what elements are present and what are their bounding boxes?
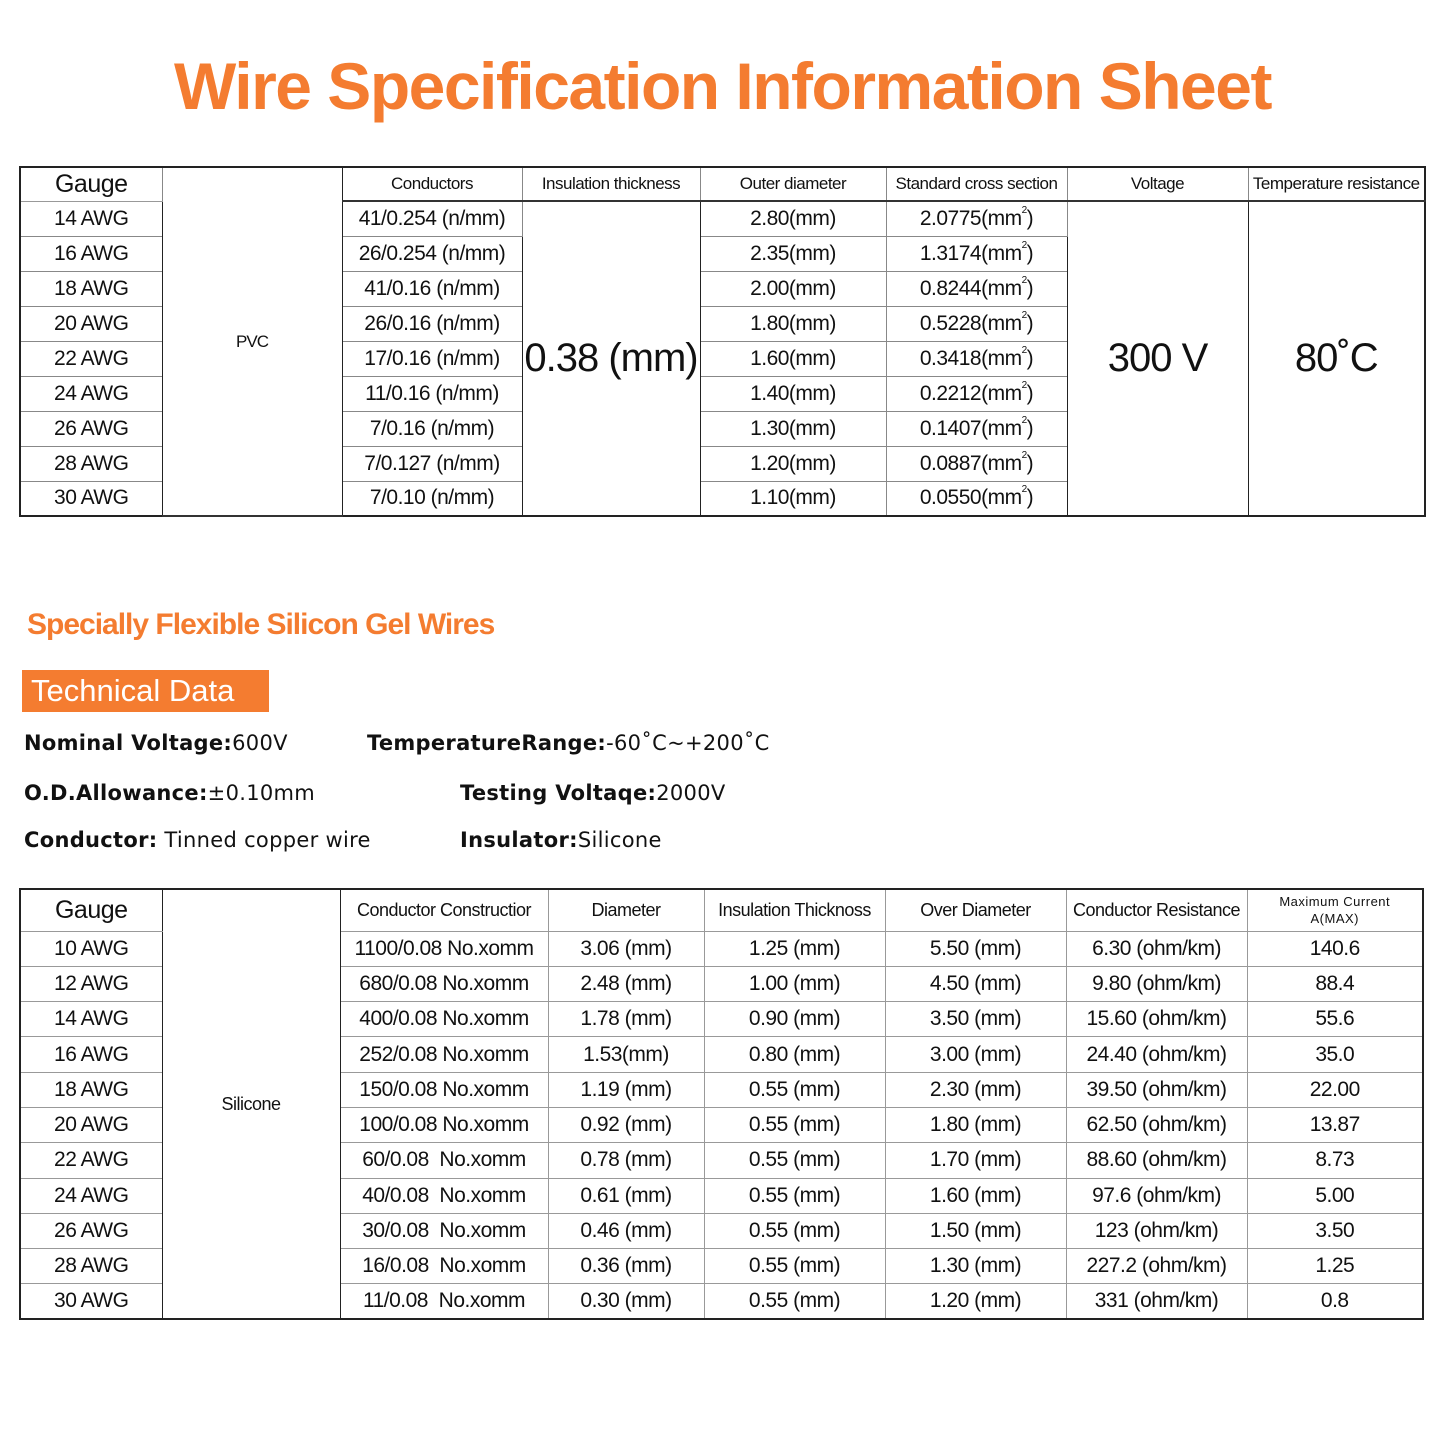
construction-cell: 100/0.08 No.xomm: [340, 1107, 548, 1142]
spec-label: Nominal Voltage:: [24, 731, 233, 755]
gauge-cell: 22 AWG: [20, 341, 162, 376]
spec-value: Silicone: [577, 828, 662, 852]
outer-diameter-cell: 2.35(mm): [700, 236, 886, 271]
unit-superscript: 2: [1021, 449, 1027, 461]
unit-superscript: 2: [1021, 204, 1027, 216]
spec-value: ±0.10mm: [207, 781, 316, 805]
diameter-cell: 0.46 (mm): [548, 1213, 704, 1248]
gauge-cell: 30 AWG: [20, 1284, 162, 1319]
material-cell: Silicone: [162, 889, 340, 1319]
cross-section-value: 0.2212(mm: [919, 381, 1022, 405]
header-gauge: Gauge: [20, 167, 162, 201]
conductors-cell: 26/0.254 (n/mm): [342, 236, 522, 271]
spec-nominal-voltage: [24, 731, 288, 755]
over-diameter-cell: 1.30 (mm): [885, 1249, 1066, 1284]
section-subtitle: Specially Flexible Silicon Gel Wires: [27, 608, 495, 641]
header-insulation-thickness: Insulation thickness: [522, 167, 700, 201]
table-header-row: [20, 889, 1423, 931]
gauge-cell: 10 AWG: [20, 931, 162, 966]
cross-section-value: 0.3418(mm: [919, 346, 1022, 370]
spec-value: 2000V: [656, 781, 726, 805]
spec-testing-voltage: [460, 781, 726, 805]
outer-diameter-cell: 1.60(mm): [700, 341, 886, 376]
gauge-cell: 14 AWG: [20, 201, 162, 236]
cross-section-cell: $0.0550(mm^2)$: [886, 481, 1067, 516]
over-diameter-cell: 3.00 (mm): [885, 1037, 1066, 1072]
resistance-cell: 24.40 (ohm/km): [1066, 1037, 1247, 1072]
max-current-cell: 140.6: [1247, 931, 1423, 966]
header-outer-diameter: Outer diameter: [700, 167, 886, 201]
header-diameter: Diameter: [548, 889, 704, 931]
header-conductors: Conductors: [342, 167, 522, 201]
resistance-cell: 123 (ohm/km): [1066, 1213, 1247, 1248]
construction-cell: 40/0.08 No.xomm: [340, 1178, 548, 1213]
diameter-cell: 0.61 (mm): [548, 1178, 704, 1213]
construction-cell: 252/0.08 No.xomm: [340, 1037, 548, 1072]
over-diameter-cell: 1.50 (mm): [885, 1213, 1066, 1248]
construction-cell: 60/0.08 No.xomm: [340, 1143, 548, 1178]
max-current-cell: 22.00: [1247, 1072, 1423, 1107]
insulation-cell: 0.80 (mm): [704, 1037, 885, 1072]
header-conductor-construction: Conductor Constructior: [340, 889, 548, 931]
over-diameter-cell: 2.30 (mm): [885, 1072, 1066, 1107]
outer-diameter-cell: 1.20(mm): [700, 446, 886, 481]
over-diameter-cell: 1.70 (mm): [885, 1143, 1066, 1178]
gauge-cell: 20 AWG: [20, 1107, 162, 1142]
outer-diameter-cell: 1.30(mm): [700, 411, 886, 446]
cross-section-value: 0.0887(mm: [919, 451, 1022, 475]
conductors-cell: 41/0.254 (n/mm): [342, 201, 522, 236]
max-current-cell: 35.0: [1247, 1037, 1423, 1072]
construction-cell: 150/0.08 No.xomm: [340, 1072, 548, 1107]
conductors-cell: 26/0.16 (n/mm): [342, 306, 522, 341]
gauge-cell: 20 AWG: [20, 306, 162, 341]
cross-section-cell: $0.8244(mm^2)$: [886, 271, 1067, 306]
insulation-cell: 0.55 (mm): [704, 1249, 885, 1284]
voltage-cell: 300 V: [1067, 201, 1248, 516]
cross-section-cell: $0.2212(mm^2)$: [886, 376, 1067, 411]
resistance-cell: 227.2 (ohm/km): [1066, 1249, 1247, 1284]
cross-section-value: 0.8244(mm: [919, 276, 1022, 300]
unit-superscript: 2: [1021, 414, 1027, 426]
insulation-cell: 0.55 (mm): [704, 1107, 885, 1142]
header-max-current-line2: A(MAX): [1310, 911, 1359, 927]
cross-section-value: 0.0550(mm: [919, 486, 1022, 510]
insulation-cell: 0.55 (mm): [704, 1178, 885, 1213]
outer-diameter-cell: 1.10(mm): [700, 481, 886, 516]
over-diameter-cell: 1.60 (mm): [885, 1178, 1066, 1213]
over-diameter-cell: 4.50 (mm): [885, 966, 1066, 1001]
diameter-cell: 3.06 (mm): [548, 931, 704, 966]
diameter-cell: 0.92 (mm): [548, 1107, 704, 1142]
cross-section-cell: $2.0775(mm^2)$: [886, 201, 1067, 236]
gauge-cell: 22 AWG: [20, 1143, 162, 1178]
header-cross-section: Standard cross section: [886, 167, 1067, 201]
cross-section-cell: $0.0887(mm^2)$: [886, 446, 1067, 481]
spec-conductor: [24, 828, 371, 852]
cross-section-value: 0.1407(mm: [919, 416, 1022, 440]
insulation-cell: 0.55 (mm): [704, 1143, 885, 1178]
header-gauge: Gauge: [20, 889, 162, 931]
gauge-cell: 12 AWG: [20, 966, 162, 1001]
spec-value: 600V: [232, 731, 288, 755]
header-conductor-resistance: Conductor Resistance: [1066, 889, 1247, 931]
insulation-cell: 0.90 (mm): [704, 1002, 885, 1037]
construction-cell: 30/0.08 No.xomm: [340, 1213, 548, 1248]
resistance-cell: 39.50 (ohm/km): [1066, 1072, 1247, 1107]
unit-superscript: 2: [1021, 309, 1027, 321]
unit-superscript: 2: [1021, 344, 1027, 356]
unit-superscript: 2: [1021, 484, 1027, 496]
pvc-spec-table: [19, 166, 1426, 517]
resistance-cell: 331 (ohm/km): [1066, 1284, 1247, 1319]
conductors-cell: 11/0.16 (n/mm): [342, 376, 522, 411]
construction-cell: 11/0.08 No.xomm: [340, 1284, 548, 1319]
gauge-cell: 18 AWG: [20, 1072, 162, 1107]
max-current-cell: 13.87: [1247, 1107, 1423, 1142]
diameter-cell: 0.30 (mm): [548, 1284, 704, 1319]
unit-superscript: 2: [1021, 274, 1027, 286]
header-over-diameter: Over Diameter: [885, 889, 1066, 931]
spec-temperature-range: [367, 731, 770, 755]
over-diameter-cell: 3.50 (mm): [885, 1002, 1066, 1037]
cross-section-value: 1.3174(mm: [919, 241, 1022, 265]
over-diameter-cell: 5.50 (mm): [885, 931, 1066, 966]
conductors-cell: 7/0.10 (n/mm): [342, 481, 522, 516]
conductors-cell: 17/0.16 (n/mm): [342, 341, 522, 376]
header-voltage: Voltage: [1067, 167, 1248, 201]
cross-section-value: 0.5228(mm: [919, 311, 1022, 335]
construction-cell: 400/0.08 No.xomm: [340, 1002, 548, 1037]
cross-section-cell: $0.5228(mm^2)$: [886, 306, 1067, 341]
unit-superscript: 2: [1021, 379, 1027, 391]
insulation-cell: 1.00 (mm): [704, 966, 885, 1001]
spec-label: Testing Voltaqe:: [460, 781, 657, 805]
diameter-cell: 1.53(mm): [548, 1037, 704, 1072]
header-max-current: [1247, 889, 1423, 931]
max-current-cell: 55.6: [1247, 1002, 1423, 1037]
insulation-cell: 0.55 (mm): [704, 1284, 885, 1319]
outer-diameter-cell: 1.40(mm): [700, 376, 886, 411]
gauge-cell: 26 AWG: [20, 1213, 162, 1248]
diameter-cell: 2.48 (mm): [548, 966, 704, 1001]
unit-superscript: 2: [1021, 239, 1027, 251]
insulation-cell: 1.25 (mm): [704, 931, 885, 966]
max-current-cell: 88.4: [1247, 966, 1423, 1001]
construction-cell: 16/0.08 No.xomm: [340, 1249, 548, 1284]
max-current-cell: 3.50: [1247, 1213, 1423, 1248]
diameter-cell: 0.36 (mm): [548, 1249, 704, 1284]
resistance-cell: 9.80 (ohm/km): [1066, 966, 1247, 1001]
outer-diameter-cell: 2.80(mm): [700, 201, 886, 236]
technical-data-badge: Technical Data: [22, 670, 269, 712]
max-current-cell: 5.00: [1247, 1178, 1423, 1213]
resistance-cell: 6.30 (ohm/km): [1066, 931, 1247, 966]
insulation-cell: 0.55 (mm): [704, 1072, 885, 1107]
resistance-cell: 97.6 (ohm/km): [1066, 1178, 1247, 1213]
header-temperature: Temperature resistance: [1248, 167, 1425, 201]
spec-insulator: [460, 828, 662, 852]
resistance-cell: 62.50 (ohm/km): [1066, 1107, 1247, 1142]
spec-value: Tinned copper wire: [157, 828, 371, 852]
construction-cell: 1100/0.08 No.xomm: [340, 931, 548, 966]
over-diameter-cell: 1.20 (mm): [885, 1284, 1066, 1319]
spec-label: Conductor:: [24, 828, 158, 852]
header-max-current-line1: Maximum Current: [1279, 894, 1391, 910]
table-header-row: [20, 167, 1425, 201]
spec-label: Insulator:: [460, 828, 578, 852]
cross-section-cell: $0.1407(mm^2)$: [886, 411, 1067, 446]
conductors-cell: 41/0.16 (n/mm): [342, 271, 522, 306]
gauge-cell: 16 AWG: [20, 236, 162, 271]
cross-section-cell: $0.3418(mm^2)$: [886, 341, 1067, 376]
conductors-cell: 7/0.16 (n/mm): [342, 411, 522, 446]
max-current-cell: 1.25: [1247, 1249, 1423, 1284]
gauge-cell: 30 AWG: [20, 481, 162, 516]
spec-label: TemperatureRange:: [367, 731, 607, 755]
insulation-thickness-cell: 0.38 (mm): [522, 201, 700, 516]
max-current-cell: 0.8: [1247, 1284, 1423, 1319]
diameter-cell: 1.19 (mm): [548, 1072, 704, 1107]
temperature-cell: 80˚C: [1248, 201, 1425, 516]
gauge-cell: 26 AWG: [20, 411, 162, 446]
gauge-cell: 16 AWG: [20, 1037, 162, 1072]
resistance-cell: 15.60 (ohm/km): [1066, 1002, 1247, 1037]
cross-section-cell: $1.3174(mm^2)$: [886, 236, 1067, 271]
insulation-cell: 0.55 (mm): [704, 1213, 885, 1248]
max-current-cell: 8.73: [1247, 1143, 1423, 1178]
material-cell: PVC: [162, 167, 342, 516]
gauge-cell: 28 AWG: [20, 1249, 162, 1284]
header-insulation-thickness: Insulation Thicknoss: [704, 889, 885, 931]
spec-label: O.D.Allowance:: [24, 781, 208, 805]
gauge-cell: 14 AWG: [20, 1002, 162, 1037]
resistance-cell: 88.60 (ohm/km): [1066, 1143, 1247, 1178]
gauge-cell: 24 AWG: [20, 1178, 162, 1213]
construction-cell: 680/0.08 No.xomm: [340, 966, 548, 1001]
cross-section-value: 2.0775(mm: [919, 206, 1022, 230]
outer-diameter-cell: 1.80(mm): [700, 306, 886, 341]
gauge-cell: 24 AWG: [20, 376, 162, 411]
spec-value: -60˚C~+200˚C: [606, 731, 770, 755]
spec-od-allowance: [24, 781, 315, 805]
over-diameter-cell: 1.80 (mm): [885, 1107, 1066, 1142]
diameter-cell: 1.78 (mm): [548, 1002, 704, 1037]
conductors-cell: 7/0.127 (n/mm): [342, 446, 522, 481]
diameter-cell: 0.78 (mm): [548, 1143, 704, 1178]
gauge-cell: 18 AWG: [20, 271, 162, 306]
outer-diameter-cell: 2.00(mm): [700, 271, 886, 306]
page-title: Wire Specification Information Sheet: [174, 49, 1271, 123]
silicone-spec-table: [19, 888, 1424, 1320]
gauge-cell: 28 AWG: [20, 446, 162, 481]
